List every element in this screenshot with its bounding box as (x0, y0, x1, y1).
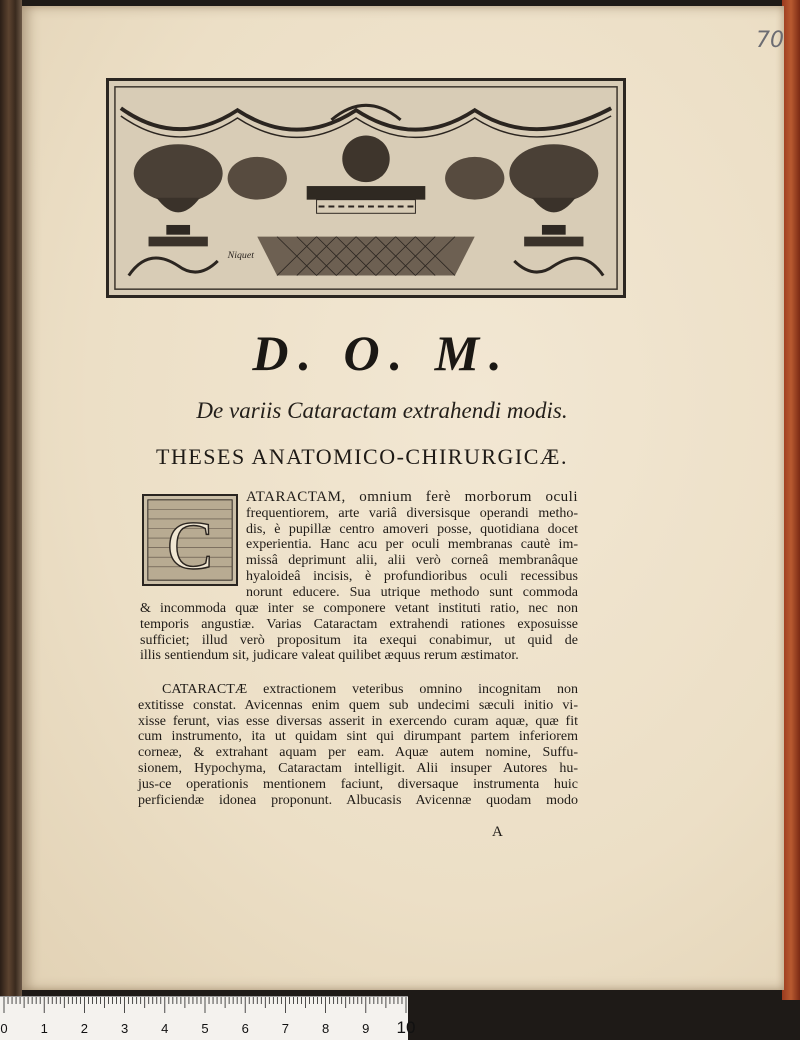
ruler-label: 2 (80, 1021, 89, 1036)
text-line: experientia. Hanc acu per oculi membranas cautè im- (246, 537, 578, 553)
text-line: norunt educere. Sua utrique methodo sunt commoda (246, 584, 578, 600)
decorated-initial (142, 494, 238, 586)
text-line: corneæ, & extrahant aquam per eam. Aquæ autem nomine, Suffu- (138, 745, 578, 761)
text-line: & incommoda quæ inter se componere vetant instituti ratio, nec non (140, 601, 578, 616)
ruler-label: 6 (241, 1021, 249, 1036)
text-line: illis sentiendum sit, judicare valeat quilibet æquus rerum æstimator. (140, 648, 519, 664)
ruler-label: 1 (40, 1021, 48, 1036)
text-line: temporis angustiæ. Varias Cataractam extrahendi rationes exposuisse (140, 616, 578, 632)
measurement-ruler (0, 996, 416, 1040)
book-binding (0, 0, 22, 1000)
text-line: CATARACTÆ extractionem veteribus omnino incognitam non (162, 682, 578, 697)
ruler-label: 4 (161, 1021, 169, 1036)
book-cover-edge (782, 0, 800, 1000)
text-line: sionem, Hypochyma, Cataractam intelligit. Alii insuper Autores hu- (138, 760, 578, 776)
title-dom: D. O. M. (252, 325, 512, 381)
text-line: sufficiet; illud verò propositum ita exequi conabimur, ut quid de (140, 632, 578, 648)
text-line: hyaloideâ incisis, è profundioribus oculi recessibus (246, 568, 578, 584)
text-line: dis, è pupillæ centro amoveri posse, quotidiana docet (246, 521, 578, 537)
text-line: cum instrumento, ita ut quidam sint qui dirumpant partem inferiorem (138, 729, 578, 745)
text-line: jus-ce operationis mentionem faciunt, diversaque instrumenta huic (138, 776, 578, 792)
ruler-label: 0 (0, 1021, 8, 1036)
text-line: ATARACTAM, omnium ferè morborum oculi (246, 489, 578, 505)
engraved-vignette (106, 78, 626, 298)
text-line: perficiendæ idonea proponunt. Albucasis Avicennæ quodam modo (138, 792, 578, 808)
text-line: xisse ferunt, vias esse diversas asserit in exercendo curam aquæ, quæ fit (138, 713, 578, 729)
signature-mark: A (492, 824, 503, 840)
ruler-label: 8 (321, 1021, 330, 1036)
subtitle: De variis Cataractam extrahendi modis. (196, 398, 568, 423)
paragraph-1-full (140, 601, 578, 664)
text-line: missâ deprimunt alii, alii verò corneâ membranâque (246, 553, 578, 569)
theses-heading: THESES ANATOMICO-CHIRURGICÆ. (156, 444, 568, 469)
paragraph-2 (138, 682, 578, 808)
ruler-label: 7 (281, 1021, 290, 1036)
text-line: frequentiorem, arte variâ diversisque operandi metho- (246, 505, 578, 521)
ruler-label: 10 (396, 1018, 416, 1037)
ruler-label: 3 (120, 1021, 129, 1036)
initial-letter: C (166, 507, 214, 584)
book-page (22, 6, 784, 990)
ruler-label: 5 (201, 1021, 209, 1036)
engraver-signature: Niquet (227, 250, 254, 262)
paragraph-1-side (246, 490, 578, 601)
text-line: extitisse constat. Avicennas enim quem sub undecimi sæculi initio vi- (138, 697, 578, 713)
ruler-label: 9 (362, 1021, 370, 1036)
pencil-page-number: 70 (756, 28, 784, 53)
